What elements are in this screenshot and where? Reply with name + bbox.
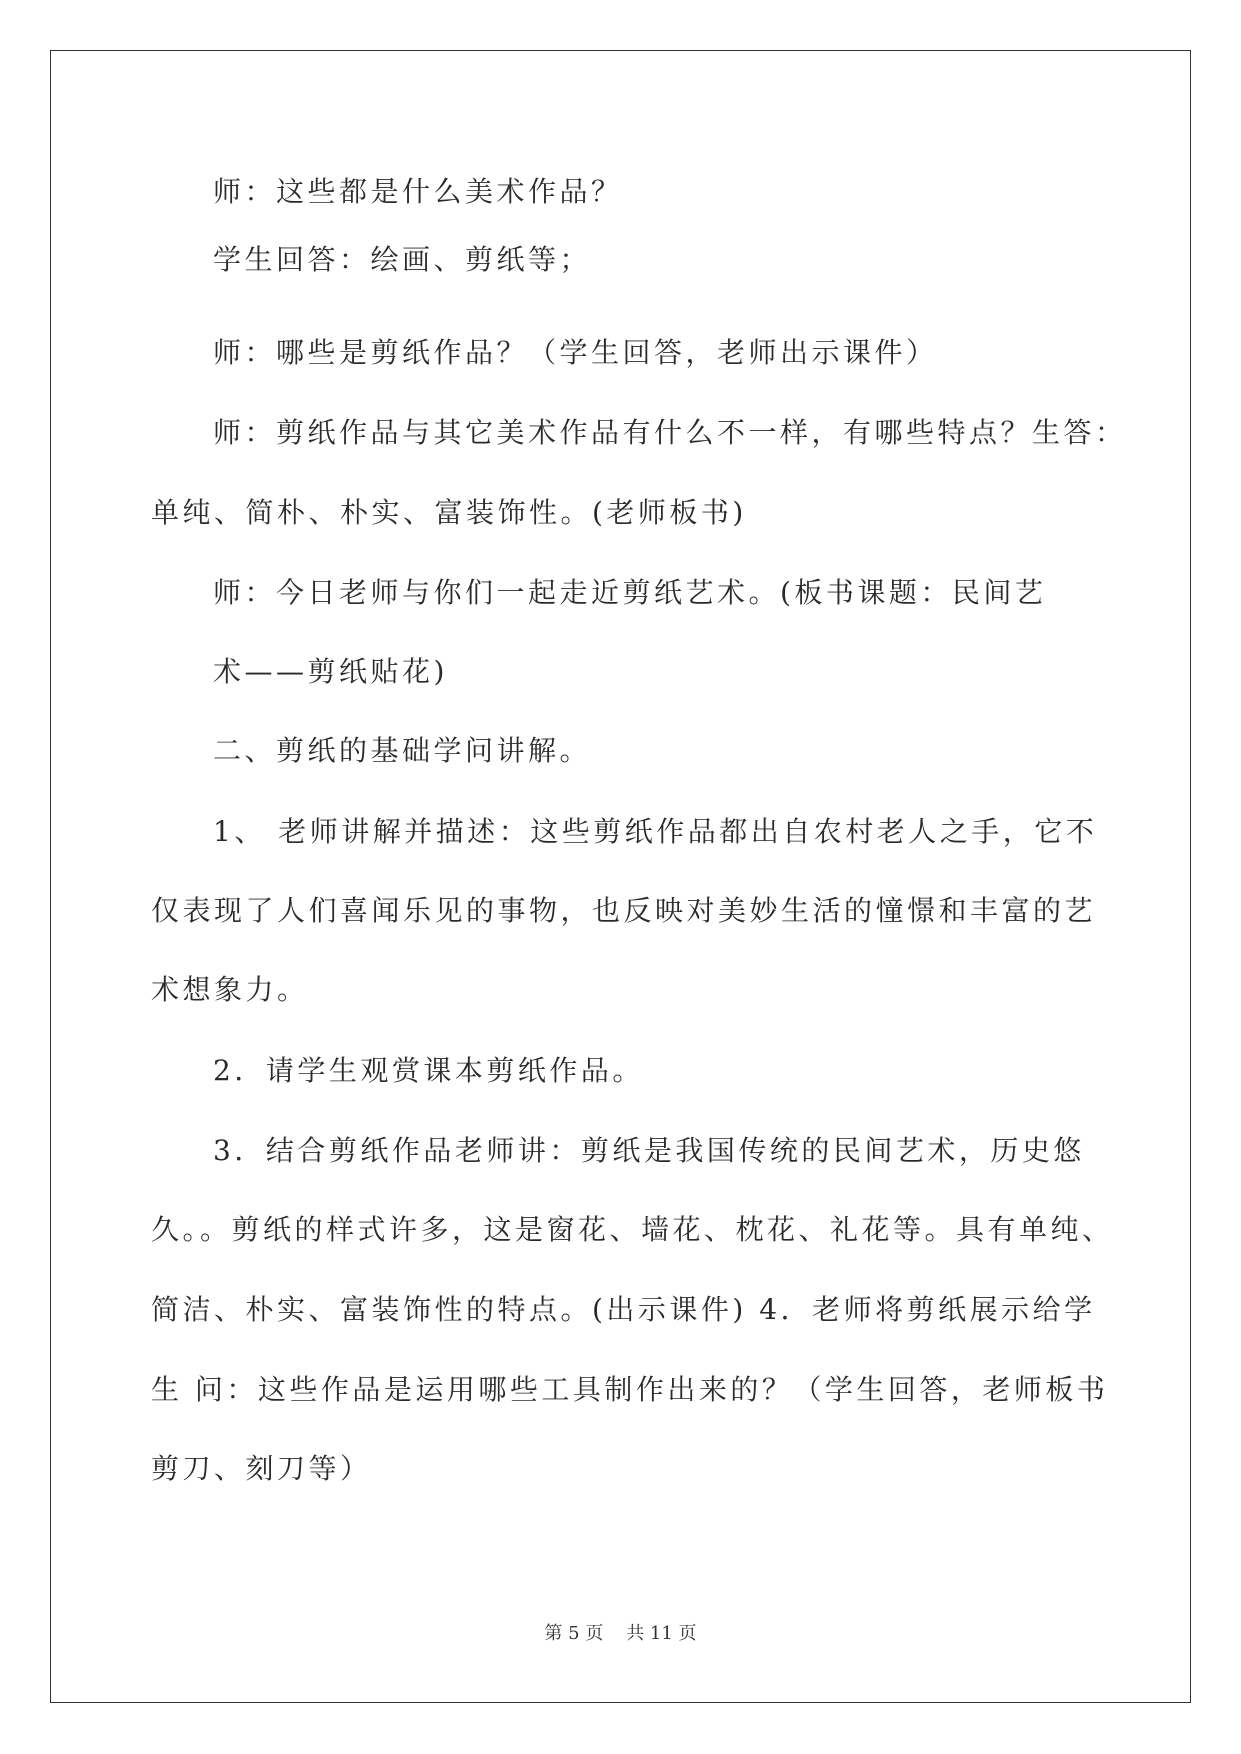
text-line: 仅表现了人们喜闻乐见的事物，也反映对美妙生活的憧憬和丰富的艺 bbox=[151, 894, 1097, 927]
page-number: 第 5 页 共 11 页 bbox=[544, 1623, 697, 1644]
text-line: 学生回答：绘画、剪纸等； bbox=[213, 243, 592, 276]
text-line: 师：剪纸作品与其它美术作品有什么不一样，有哪些特点？生答： bbox=[213, 416, 1127, 449]
text-line: 3．结合剪纸作品老师讲：剪纸是我国传统的民间艺术，历史悠 bbox=[213, 1134, 1085, 1167]
text-line: 简洁、朴实、富装饰性的特点。(出示课件) 4．老师将剪纸展示给学 bbox=[151, 1293, 1096, 1326]
text-line: 术——剪纸贴花) bbox=[213, 655, 448, 688]
text-line: 生 问：这些作品是运用哪些工具制作出来的？（学生回答，老师板书 bbox=[151, 1373, 1109, 1406]
text-line: 师：哪些是剪纸作品？（学生回答，老师出示课件） bbox=[213, 336, 938, 369]
text-line: 剪刀、刻刀等） bbox=[151, 1452, 372, 1485]
text-line: 1、 老师讲解并描述：这些剪纸作品都出自农村老人之手，它不 bbox=[213, 815, 1098, 848]
text-line: 二、剪纸的基础学问讲解。 bbox=[213, 734, 592, 767]
text-line: 2．请学生观赏课本剪纸作品。 bbox=[213, 1054, 644, 1087]
text-line: 单纯、简朴、朴实、富装饰性。(老师板书) bbox=[151, 496, 747, 529]
text-line: 师：这些都是什么美术作品？ bbox=[213, 175, 623, 208]
text-line: 术想象力。 bbox=[151, 973, 309, 1006]
text-line: 久。。剪纸的样式许多，这是窗花、墙花、枕花、礼花等。具有单纯、 bbox=[151, 1213, 1114, 1246]
text-line: 师：今日老师与你们一起走近剪纸艺术。(板书课题：民间艺 bbox=[213, 576, 1047, 609]
